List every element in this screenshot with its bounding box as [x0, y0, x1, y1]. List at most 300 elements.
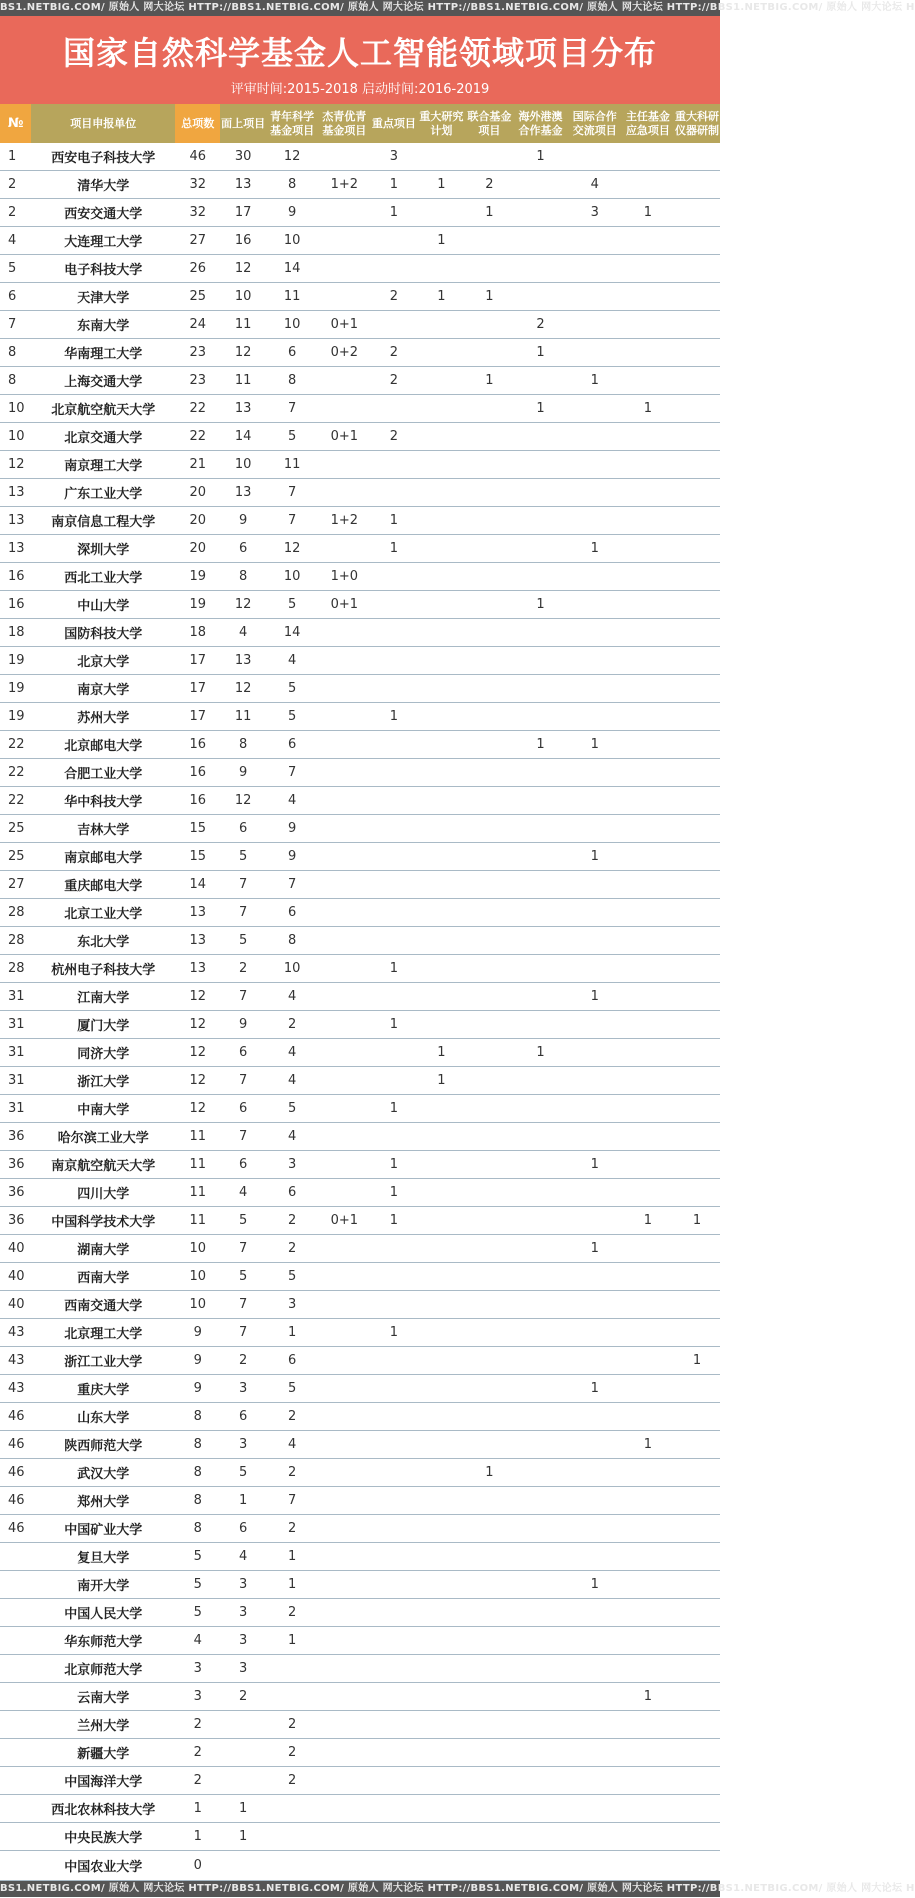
value-cell [513, 1179, 567, 1207]
value-cell [370, 787, 417, 815]
value-cell [674, 1739, 720, 1767]
value-cell: 7 [266, 479, 318, 507]
rank-cell: 18 [0, 619, 31, 647]
value-cell [568, 1711, 622, 1739]
rank-cell [0, 1599, 31, 1627]
institution-cell: 北京邮电大学 [31, 731, 175, 759]
col-header-director-fund: 主任基金应急项目 [622, 104, 674, 143]
value-cell [513, 1459, 567, 1487]
value-cell: 1 [370, 1151, 417, 1179]
value-cell [417, 1179, 465, 1207]
value-cell [370, 675, 417, 703]
value-cell [417, 1095, 465, 1123]
value-cell [674, 1011, 720, 1039]
value-cell [513, 1235, 567, 1263]
value-cell [318, 1319, 370, 1347]
institution-cell: 西南交通大学 [31, 1291, 175, 1319]
value-cell: 1 [417, 1067, 465, 1095]
value-cell [318, 1235, 370, 1263]
value-cell [465, 507, 513, 535]
value-cell: 1 [370, 955, 417, 983]
value-cell [465, 927, 513, 955]
institution-cell: 东南大学 [31, 311, 175, 339]
value-cell [513, 535, 567, 563]
value-cell: 1 [568, 1151, 622, 1179]
value-cell: 0+1 [318, 423, 370, 451]
institution-cell: 重庆邮电大学 [31, 871, 175, 899]
value-cell [370, 1795, 417, 1823]
value-cell [674, 647, 720, 675]
value-cell: 4 [175, 1627, 220, 1655]
value-cell [674, 1291, 720, 1319]
value-cell [513, 1011, 567, 1039]
value-cell: 12 [266, 535, 318, 563]
value-cell [568, 1011, 622, 1039]
value-cell [674, 1179, 720, 1207]
value-cell: 7 [220, 1067, 266, 1095]
value-cell: 1 [465, 199, 513, 227]
value-cell: 6 [220, 1403, 266, 1431]
institution-cell: 苏州大学 [31, 703, 175, 731]
value-cell [318, 843, 370, 871]
value-cell [465, 1095, 513, 1123]
value-cell [674, 1067, 720, 1095]
value-cell [513, 1515, 567, 1543]
institution-cell: 郑州大学 [31, 1487, 175, 1515]
rank-cell: 40 [0, 1235, 31, 1263]
value-cell: 16 [175, 787, 220, 815]
value-cell: 12 [220, 339, 266, 367]
value-cell [622, 1011, 674, 1039]
value-cell [417, 1431, 465, 1459]
value-cell: 2 [266, 1459, 318, 1487]
rank-cell: 13 [0, 479, 31, 507]
rank-cell: 13 [0, 507, 31, 535]
watermark-band-top: BS1.NETBIG.COM/ 原始人 网大论坛 HTTP://BBS1.NETBIG.COM/ 原始人 网大论坛 HTTP://BBS1.NETBIG.COM/ 原始人 网大论坛 HTTP://BBS1.NETBIG.COM/ 原始人 网大论坛 H [0, 0, 720, 16]
value-cell [465, 1235, 513, 1263]
value-cell [370, 1711, 417, 1739]
value-cell [417, 899, 465, 927]
value-cell [622, 367, 674, 395]
value-cell: 1 [266, 1319, 318, 1347]
value-cell [568, 311, 622, 339]
value-cell [513, 563, 567, 591]
table-row [0, 1067, 720, 1095]
value-cell [674, 563, 720, 591]
value-cell [465, 535, 513, 563]
institution-cell: 南京邮电大学 [31, 843, 175, 871]
rank-cell: 10 [0, 423, 31, 451]
value-cell [513, 171, 567, 199]
rank-cell: 8 [0, 339, 31, 367]
value-cell: 4 [266, 647, 318, 675]
value-cell [513, 1291, 567, 1319]
value-cell [318, 647, 370, 675]
value-cell [513, 1375, 567, 1403]
value-cell: 4 [266, 1067, 318, 1095]
rank-cell [0, 1683, 31, 1711]
value-cell [568, 1683, 622, 1711]
rank-cell: 36 [0, 1207, 31, 1235]
value-cell: 12 [175, 1039, 220, 1067]
value-cell [513, 703, 567, 731]
table-row [0, 423, 720, 451]
table-row [0, 1487, 720, 1515]
value-cell: 6 [220, 1039, 266, 1067]
institution-cell: 中国科学技术大学 [31, 1207, 175, 1235]
value-cell [465, 1207, 513, 1235]
value-cell [622, 479, 674, 507]
value-cell [417, 1403, 465, 1431]
value-cell: 6 [220, 1095, 266, 1123]
table-row [0, 871, 720, 899]
institution-cell: 国防科技大学 [31, 619, 175, 647]
value-cell [674, 843, 720, 871]
rank-cell: 13 [0, 535, 31, 563]
value-cell [622, 1403, 674, 1431]
value-cell [674, 1543, 720, 1571]
value-cell: 7 [266, 871, 318, 899]
value-cell: 12 [175, 1011, 220, 1039]
value-cell [465, 1431, 513, 1459]
value-cell [465, 983, 513, 1011]
value-cell: 7 [220, 1123, 266, 1151]
value-cell [417, 619, 465, 647]
value-cell [568, 1543, 622, 1571]
page-subtitle: 评审时间:2015-2018 启动时间:2016-2019 [230, 82, 490, 97]
value-cell [622, 1487, 674, 1515]
value-cell: 5 [220, 1263, 266, 1291]
value-cell [568, 1823, 622, 1851]
rank-cell [0, 1711, 31, 1739]
value-cell [568, 1515, 622, 1543]
value-cell [674, 731, 720, 759]
rank-cell: 16 [0, 591, 31, 619]
institution-cell: 中央民族大学 [31, 1823, 175, 1851]
value-cell: 9 [266, 199, 318, 227]
institution-cell: 新疆大学 [31, 1739, 175, 1767]
rank-cell [0, 1543, 31, 1571]
value-cell: 16 [220, 227, 266, 255]
value-cell [266, 1823, 318, 1851]
value-cell [622, 787, 674, 815]
value-cell [417, 1599, 465, 1627]
value-cell [318, 1375, 370, 1403]
value-cell [370, 759, 417, 787]
value-cell: 1 [513, 339, 567, 367]
value-cell [513, 1655, 567, 1683]
value-cell [513, 1319, 567, 1347]
value-cell [674, 395, 720, 423]
value-cell [318, 619, 370, 647]
value-cell [568, 1291, 622, 1319]
value-cell [513, 815, 567, 843]
value-cell [513, 1347, 567, 1375]
value-cell: 10 [220, 283, 266, 311]
value-cell [568, 479, 622, 507]
value-cell [318, 731, 370, 759]
table-row [0, 199, 720, 227]
table-row [0, 1627, 720, 1655]
value-cell [513, 1627, 567, 1655]
value-cell: 1 [568, 1375, 622, 1403]
value-cell [266, 1795, 318, 1823]
value-cell: 1 [370, 1319, 417, 1347]
col-header-total: 总项数 [175, 104, 220, 143]
value-cell: 6 [266, 1347, 318, 1375]
rank-cell [0, 1823, 31, 1851]
value-cell [568, 1263, 622, 1291]
value-cell: 19 [175, 563, 220, 591]
value-cell [622, 255, 674, 283]
value-cell: 16 [175, 731, 220, 759]
value-cell [622, 1263, 674, 1291]
value-cell: 1 [266, 1571, 318, 1599]
rank-cell [0, 1739, 31, 1767]
value-cell [513, 927, 567, 955]
value-cell [674, 815, 720, 843]
value-cell: 1 [513, 1039, 567, 1067]
value-cell: 12 [266, 143, 318, 171]
rank-cell: 36 [0, 1179, 31, 1207]
value-cell: 11 [266, 283, 318, 311]
value-cell [513, 843, 567, 871]
value-cell: 2 [370, 367, 417, 395]
header-row [0, 104, 720, 143]
value-cell [622, 815, 674, 843]
value-cell [513, 1403, 567, 1431]
table-row [0, 1683, 720, 1711]
value-cell: 7 [220, 1235, 266, 1263]
value-cell [568, 871, 622, 899]
value-cell [622, 1095, 674, 1123]
institution-cell: 华中科技大学 [31, 787, 175, 815]
value-cell [220, 1711, 266, 1739]
value-cell: 5 [175, 1599, 220, 1627]
value-cell [465, 1403, 513, 1431]
value-cell [465, 731, 513, 759]
value-cell [622, 1123, 674, 1151]
table-row [0, 1235, 720, 1263]
rank-cell: 28 [0, 955, 31, 983]
value-cell [318, 1767, 370, 1795]
value-cell [513, 367, 567, 395]
institution-cell: 大连理工大学 [31, 227, 175, 255]
value-cell: 22 [175, 423, 220, 451]
value-cell [513, 759, 567, 787]
value-cell [674, 927, 720, 955]
value-cell [568, 395, 622, 423]
value-cell [370, 1263, 417, 1291]
col-header-joint-fund: 联合基金项目 [465, 104, 513, 143]
value-cell: 2 [370, 283, 417, 311]
value-cell [568, 619, 622, 647]
value-cell [465, 1711, 513, 1739]
value-cell [622, 591, 674, 619]
value-cell: 8 [175, 1487, 220, 1515]
value-cell: 2 [220, 1683, 266, 1711]
value-cell [465, 255, 513, 283]
rank-cell [0, 1571, 31, 1599]
value-cell [622, 283, 674, 311]
rank-cell: 36 [0, 1123, 31, 1151]
value-cell [370, 1067, 417, 1095]
value-cell [513, 1571, 567, 1599]
value-cell: 1 [370, 1011, 417, 1039]
value-cell [622, 1039, 674, 1067]
institution-cell: 南开大学 [31, 1571, 175, 1599]
value-cell [465, 1151, 513, 1179]
value-cell [622, 1291, 674, 1319]
value-cell: 2 [175, 1767, 220, 1795]
value-cell [465, 1067, 513, 1095]
table-row [0, 367, 720, 395]
value-cell: 8 [266, 367, 318, 395]
value-cell [370, 1403, 417, 1431]
rank-cell: 10 [0, 395, 31, 423]
value-cell [513, 619, 567, 647]
value-cell [568, 1767, 622, 1795]
value-cell [513, 1683, 567, 1711]
table-row [0, 283, 720, 311]
table-row [0, 535, 720, 563]
value-cell: 3 [175, 1683, 220, 1711]
value-cell [417, 507, 465, 535]
value-cell [622, 339, 674, 367]
value-cell: 1 [370, 703, 417, 731]
value-cell [417, 451, 465, 479]
rank-cell: 7 [0, 311, 31, 339]
value-cell: 13 [220, 395, 266, 423]
value-cell: 12 [175, 983, 220, 1011]
institution-cell: 华东师范大学 [31, 1627, 175, 1655]
institution-cell: 北京大学 [31, 647, 175, 675]
value-cell: 2 [220, 1347, 266, 1375]
value-cell [568, 647, 622, 675]
value-cell [417, 1011, 465, 1039]
rank-cell: 19 [0, 647, 31, 675]
value-cell: 30 [220, 143, 266, 171]
value-cell: 1 [622, 1431, 674, 1459]
table-row [0, 395, 720, 423]
rank-cell [0, 1655, 31, 1683]
value-cell [318, 1151, 370, 1179]
value-cell [513, 1739, 567, 1767]
table-row [0, 143, 720, 171]
value-cell [568, 1431, 622, 1459]
value-cell [674, 199, 720, 227]
value-cell [513, 1543, 567, 1571]
table-row [0, 255, 720, 283]
value-cell: 5 [266, 1375, 318, 1403]
value-cell: 1 [513, 591, 567, 619]
value-cell [465, 619, 513, 647]
value-cell: 1 [417, 227, 465, 255]
value-cell [568, 1319, 622, 1347]
value-cell [622, 1627, 674, 1655]
value-cell: 1 [622, 395, 674, 423]
value-cell: 4 [220, 1543, 266, 1571]
value-cell: 3 [220, 1571, 266, 1599]
value-cell: 6 [266, 339, 318, 367]
value-cell [417, 955, 465, 983]
value-cell [465, 1347, 513, 1375]
rank-cell: 6 [0, 283, 31, 311]
value-cell [417, 1543, 465, 1571]
value-cell: 14 [266, 619, 318, 647]
value-cell: 8 [266, 927, 318, 955]
value-cell [674, 983, 720, 1011]
rank-cell: 40 [0, 1291, 31, 1319]
value-cell: 4 [266, 1123, 318, 1151]
value-cell: 14 [266, 255, 318, 283]
rank-cell: 31 [0, 983, 31, 1011]
value-cell [513, 1711, 567, 1739]
value-cell: 7 [266, 395, 318, 423]
value-cell [674, 871, 720, 899]
value-cell [513, 1599, 567, 1627]
value-cell: 10 [175, 1235, 220, 1263]
value-cell: 5 [266, 703, 318, 731]
value-cell [417, 1711, 465, 1739]
value-cell: 7 [220, 983, 266, 1011]
value-cell [318, 815, 370, 843]
institution-cell: 北京交通大学 [31, 423, 175, 451]
value-cell: 0+1 [318, 311, 370, 339]
value-cell: 11 [175, 1123, 220, 1151]
value-cell: 11 [220, 703, 266, 731]
value-cell: 1 [370, 1207, 417, 1235]
value-cell [318, 703, 370, 731]
value-cell: 5 [266, 1263, 318, 1291]
institution-cell: 浙江大学 [31, 1067, 175, 1095]
value-cell [465, 675, 513, 703]
value-cell [370, 227, 417, 255]
value-cell: 14 [220, 423, 266, 451]
value-cell: 1 [220, 1795, 266, 1823]
value-cell [465, 395, 513, 423]
value-cell [417, 1487, 465, 1515]
value-cell [465, 1319, 513, 1347]
value-cell: 3 [568, 199, 622, 227]
value-cell [568, 1179, 622, 1207]
table-row [0, 1459, 720, 1487]
value-cell [318, 479, 370, 507]
value-cell [370, 1627, 417, 1655]
value-cell: 4 [568, 171, 622, 199]
value-cell [370, 1767, 417, 1795]
value-cell [513, 871, 567, 899]
value-cell [465, 1291, 513, 1319]
value-cell: 6 [266, 731, 318, 759]
rank-cell: 43 [0, 1319, 31, 1347]
value-cell [513, 199, 567, 227]
value-cell [465, 1179, 513, 1207]
rank-cell [0, 1627, 31, 1655]
value-cell: 2 [266, 1011, 318, 1039]
value-cell [417, 871, 465, 899]
value-cell [417, 1375, 465, 1403]
value-cell [465, 1571, 513, 1599]
value-cell [318, 1599, 370, 1627]
value-cell [417, 1683, 465, 1711]
value-cell: 9 [175, 1319, 220, 1347]
value-cell [465, 1823, 513, 1851]
value-cell: 7 [266, 759, 318, 787]
rank-cell: 2 [0, 171, 31, 199]
value-cell [465, 1011, 513, 1039]
value-cell [674, 423, 720, 451]
